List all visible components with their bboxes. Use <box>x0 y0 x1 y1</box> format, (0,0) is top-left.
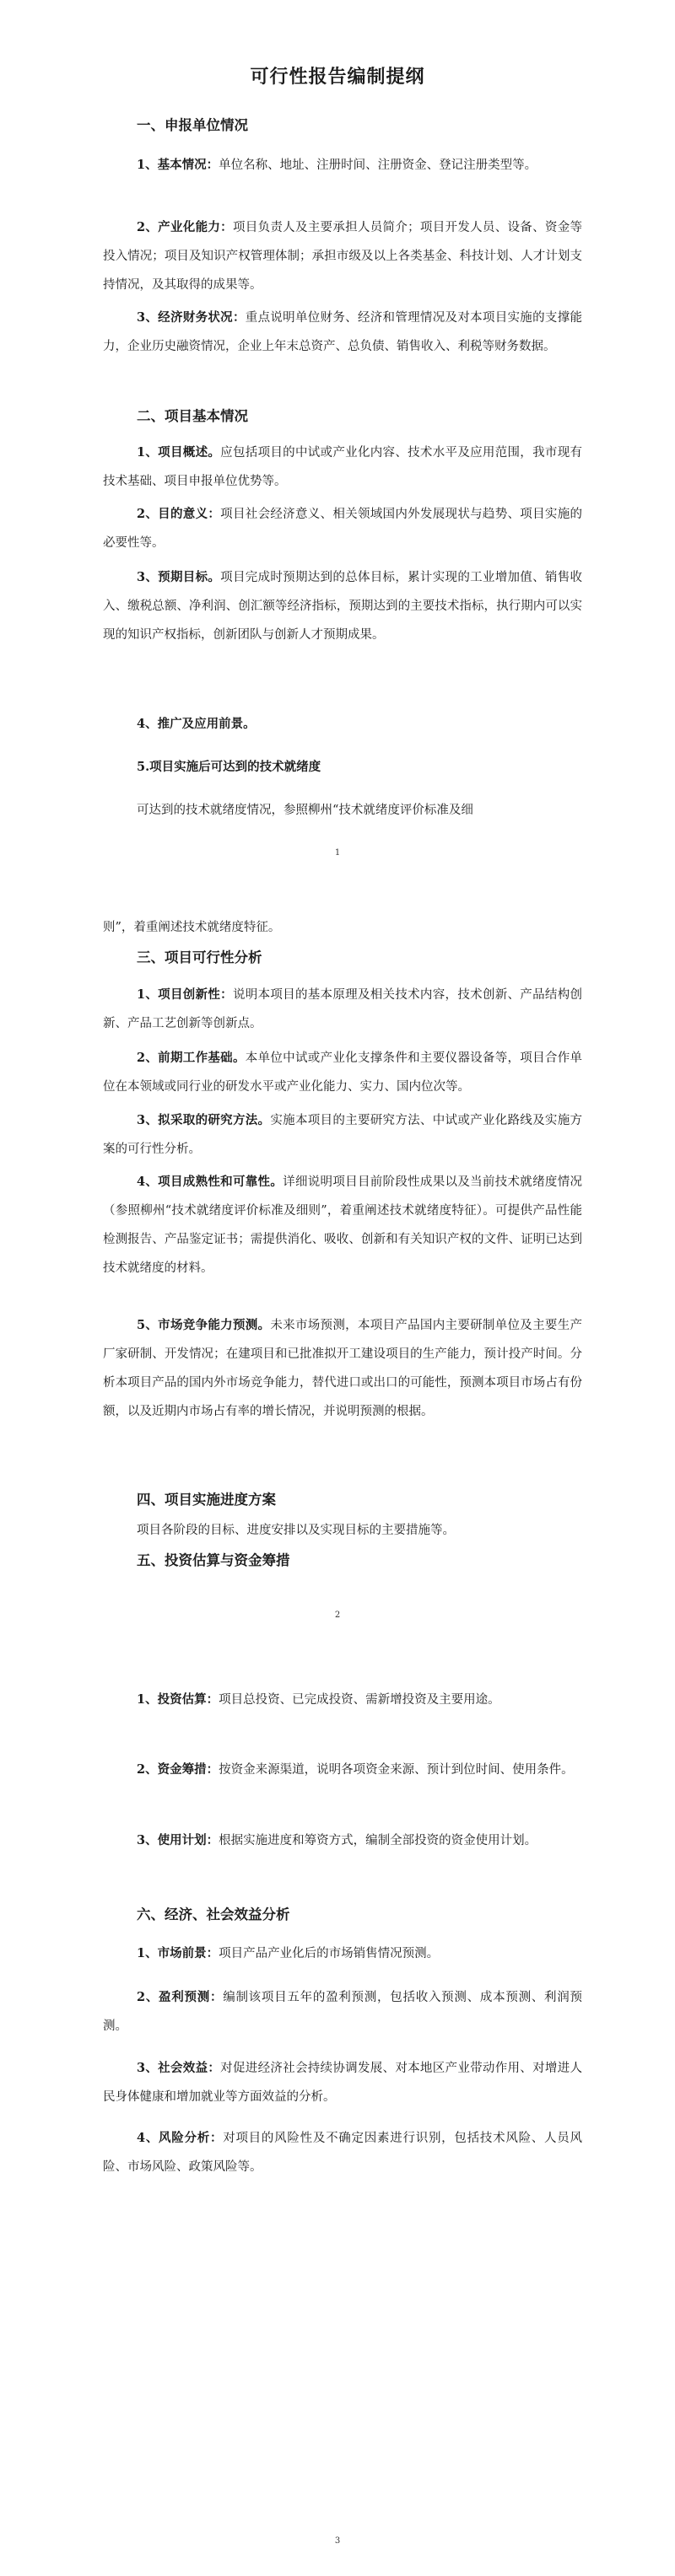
paragraph-fund-raising <box>103 1756 582 1784</box>
section-heading-2: 二、项目基本情况 <box>137 408 248 424</box>
section-heading-6: 六、经济、社会效益分析 <box>137 1906 290 1923</box>
paragraph-text: 项目各阶段的目标、进度安排以及实现目标的主要措施等。 <box>137 1524 455 1537</box>
paragraph-text: 实施本项目的主要研究方法、中试或产业化路线及实施方案的可行性分析。 <box>103 1114 582 1156</box>
section-heading-4: 四、项目实施进度方案 <box>137 1492 276 1508</box>
paragraph-social-benefits <box>103 2054 582 2111</box>
paragraph-text: 本单位中试或产业化支撑条件和主要仪器设备等，项目合作单位在本领域或同行业的研发水平或产业化能力、实力、国内位次等。 <box>103 1051 582 1094</box>
paragraph-financial-status <box>103 304 582 361</box>
paragraph-label: 2、目的意义： <box>137 507 221 521</box>
section-heading-3: 三、项目可行性分析 <box>137 949 262 965</box>
paragraph-label: 2、产业化能力： <box>137 220 233 234</box>
document-page-2 <box>0 915 675 1686</box>
paragraph-usage-plan <box>103 1826 582 1855</box>
paragraph-promotion-prospects <box>103 710 582 739</box>
paragraph-label: 3、社会效益： <box>137 2061 221 2075</box>
paragraph-label: 1、项目概述。 <box>137 445 221 460</box>
paragraph-technology-readiness <box>103 753 582 782</box>
paragraph-text: 根据实施进度和筹资方式，编制全部投资的资金使用计划。 <box>219 1834 537 1847</box>
paragraph-label: 5.项目实施后可达到的技术就绪度 <box>137 760 321 774</box>
paragraph-text: 单位名称、地址、注册时间、注册资金、登记注册类型等。 <box>219 159 537 172</box>
page-number: 1 <box>334 848 341 858</box>
section-heading-5: 五、投资估算与资金筹措 <box>137 1552 290 1568</box>
section-heading-1: 一、申报单位情况 <box>137 117 248 133</box>
paragraph-profit-forecast <box>103 1983 582 2041</box>
paragraph-readiness-detail <box>103 796 582 825</box>
paragraph-market-prospects <box>103 1939 582 1968</box>
paragraph-text: 对促进经济社会持续协调发展、对本地区产业带动作用、对增进人民身体健康和增加就业等方面效益的分析。 <box>103 2062 582 2104</box>
paragraph-investment-estimate <box>103 1686 582 1714</box>
paragraph-text: 则”，着重阐述技术就绪度特征。 <box>103 921 281 934</box>
paragraph-readiness-continued <box>103 913 582 942</box>
paragraph-label: 1、基本情况： <box>137 158 219 172</box>
paragraph-label: 2、盈利预测： <box>137 1990 224 2004</box>
paragraph-maturity-reliability <box>103 1168 582 1283</box>
paragraph-industrialization-capacity <box>103 213 582 299</box>
page-number: 2 <box>334 1611 341 1620</box>
paragraph-text: 说明本项目的基本原理及相关技术内容，技术创新、产品结构创新、产品工艺创新等创新点。 <box>103 988 582 1030</box>
paragraph-label: 3、拟采取的研究方法。 <box>137 1113 271 1127</box>
paragraph-label: 2、资金筹措： <box>137 1762 219 1777</box>
paragraph-purpose-significance <box>103 500 582 557</box>
paragraph-preliminary-work <box>103 1044 582 1101</box>
paragraph-text: 项目社会经济意义、相关领域国内外发展现状与趋势、项目实施的必要性等。 <box>103 508 582 550</box>
page-number: 3 <box>334 2536 341 2546</box>
paragraph-label: 4、推广及应用前景。 <box>137 717 256 731</box>
paragraph-text: 项目负责人及主要承担人员简介；项目开发人员、设备、资金等投入情况；项目及知识产权管理体制；承担市级及以上各类基金、科技计划、人才计划支持情况，及其取得的成果等。 <box>103 221 582 292</box>
paragraph-text: 可达到的技术就绪度情况，参照柳州“技术就绪度评价标准及细 <box>137 804 473 817</box>
paragraph-label: 1、市场前景： <box>137 1946 219 1960</box>
paragraph-label: 3、使用计划： <box>137 1833 219 1847</box>
document-page-1 <box>0 0 675 915</box>
paragraph-label: 4、风险分析： <box>137 2131 224 2145</box>
paragraph-label: 3、经济财务状况： <box>137 310 246 325</box>
paragraph-text: 对项目的风险性及不确定因素进行识别，包括技术风险、人员风险、市场风险、政策风险等。 <box>103 2132 582 2174</box>
paragraph-text: 项目总投资、已完成投资、需新增投资及主要用途。 <box>219 1693 500 1707</box>
paragraph-label: 1、项目创新性： <box>137 987 233 1002</box>
paragraph-text: 按资金来源渠道，说明各项资金来源、预计到位时间、使用条件。 <box>219 1763 574 1777</box>
paragraph-text: 项目产品产业化后的市场销售情况预测。 <box>219 1947 440 1960</box>
paragraph-text: 应包括项目的中试或产业化内容、技术水平及应用范围，我市现有技术基础、项目申报单位优势等。 <box>103 446 582 488</box>
paragraph-label: 3、预期目标。 <box>137 570 221 584</box>
paragraph-label: 4、项目成熟性和可靠性。 <box>137 1175 284 1189</box>
paragraph-label: 1、投资估算： <box>137 1692 219 1707</box>
paragraph-text: 未来市场预测，本项目产品国内主要研制单位及主要生产厂家研制、开发情况；在建项目和已批准拟开工建设项目的生产能力，预计投产时间。分析本项目产品的国内外市场竞争能力，替代进口或出口的可能性，预测本项目市场占有份额，以及近期内市场占有率的增长情况，并说明预测的根据。 <box>103 1319 582 1418</box>
paragraph-basic-info <box>103 151 582 180</box>
paragraph-research-methods <box>103 1106 582 1164</box>
document-page-3 <box>0 1686 675 2576</box>
paragraph-expected-goals <box>103 563 582 649</box>
paragraph-innovation <box>103 981 582 1038</box>
paragraph-text: 详细说明项目目前阶段性成果以及当前技术就绪度情况（参照柳州“技术就绪度评价标准及细则”，着重阐述技术就绪度特征）。可提供产品性能检测报告、产品鉴定证书；需提供消化、吸收、创新和有关知识产权的文件、证明已达到技术就绪度的材料。 <box>103 1175 582 1275</box>
paragraph-project-overview <box>103 438 582 496</box>
paragraph-schedule <box>103 1516 582 1545</box>
paragraph-market-competitiveness <box>103 1311 582 1426</box>
paragraph-text: 项目完成时预期达到的总体目标，累计实现的工业增加值、销售收入、缴税总额、净利润、创汇额等经济指标，预期达到的主要技术指标，执行期内可以实现的知识产权指标，创新团队与创新人才预期成果。 <box>103 571 582 642</box>
paragraph-label: 2、前期工作基础。 <box>137 1051 246 1065</box>
paragraph-risk-analysis <box>103 2124 582 2181</box>
paragraph-text: 编制该项目五年的盈利预测，包括收入预测、成本预测、利润预测。 <box>103 1991 582 2033</box>
document-title: 可行性报告编制提纲 <box>250 67 425 88</box>
paragraph-text: 重点说明单位财务、经济和管理情况及对本项目实施的支撑能力，企业历史融资情况，企业上年末总资产、总负债、销售收入、利税等财务数据。 <box>103 311 582 353</box>
paragraph-label: 5、市场竞争能力预测。 <box>137 1318 271 1332</box>
